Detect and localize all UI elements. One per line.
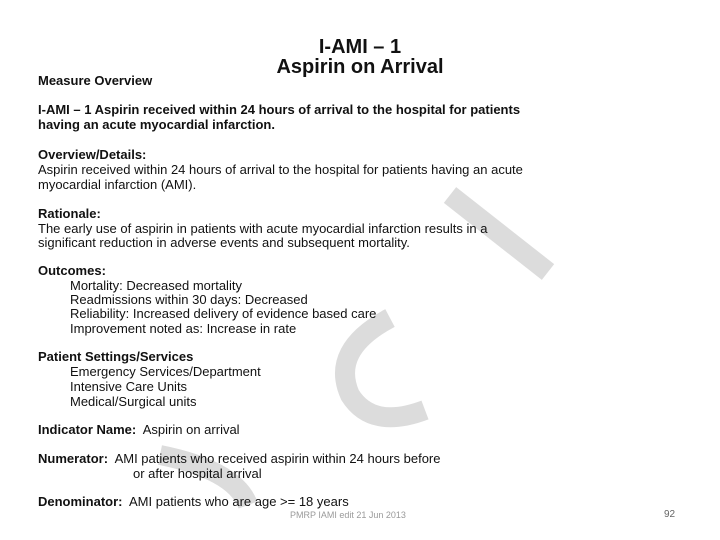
numerator-row: [38, 451, 440, 466]
denominator-row: [38, 494, 349, 509]
outcome-item: Improvement noted as: Increase in rate: [70, 321, 297, 336]
measure-overview-line: I-AMI – 1 Aspirin received within 24 hours of arrival to the hospital for patients: [38, 102, 521, 117]
footer-text: PMRP IAMI edit 21 Jun 2013: [290, 510, 406, 520]
patient-settings-heading: Patient Settings/Services: [38, 349, 194, 364]
measure-overview-heading: Measure Overview: [38, 73, 153, 88]
measure-overview-line: having an acute myocardial infarction.: [38, 117, 275, 132]
numerator-label: Numerator:: [38, 451, 109, 466]
outcome-item: Reliability: Increased delivery of evidence based care: [70, 306, 377, 321]
numerator-value: AMI patients who received aspirin within 24 hours before: [108, 451, 441, 466]
indicator-value: Aspirin on arrival: [136, 422, 240, 437]
rationale-heading: Rationale:: [38, 206, 101, 221]
watermark-stroke: [345, 318, 425, 417]
rationale-text: significant reduction in adverse events and subsequent mortality.: [38, 235, 410, 250]
patient-setting-item: Intensive Care Units: [70, 379, 188, 394]
patient-setting-item: Medical/Surgical units: [70, 394, 197, 409]
overview-details-text: Aspirin received within 24 hours of arrival to the hospital for patients having an acute: [38, 162, 523, 177]
denominator-label: Denominator:: [38, 494, 123, 509]
overview-details-heading: Overview/Details:: [38, 147, 147, 162]
patient-setting-item: Emergency Services/Department: [70, 364, 261, 379]
document-subtitle: Aspirin on Arrival: [276, 56, 444, 78]
document-title: I-AMI – 1: [318, 36, 402, 58]
outcome-item: Readmissions within 30 days: Decreased: [70, 292, 308, 307]
page-number: 92: [664, 509, 676, 520]
outcome-item: Mortality: Decreased mortality: [70, 278, 242, 293]
indicator-row: [38, 422, 240, 437]
rationale-text: The early use of aspirin in patients with acute myocardial infarction results in a: [38, 221, 488, 236]
denominator-value: AMI patients who are age >= 18 years: [122, 494, 349, 509]
indicator-label: Indicator Name:: [38, 422, 137, 437]
outcomes-heading: Outcomes:: [38, 263, 106, 278]
overview-details-text: myocardial infarction (AMI).: [38, 177, 197, 192]
numerator-value-cont: or after hospital arrival: [133, 466, 262, 481]
